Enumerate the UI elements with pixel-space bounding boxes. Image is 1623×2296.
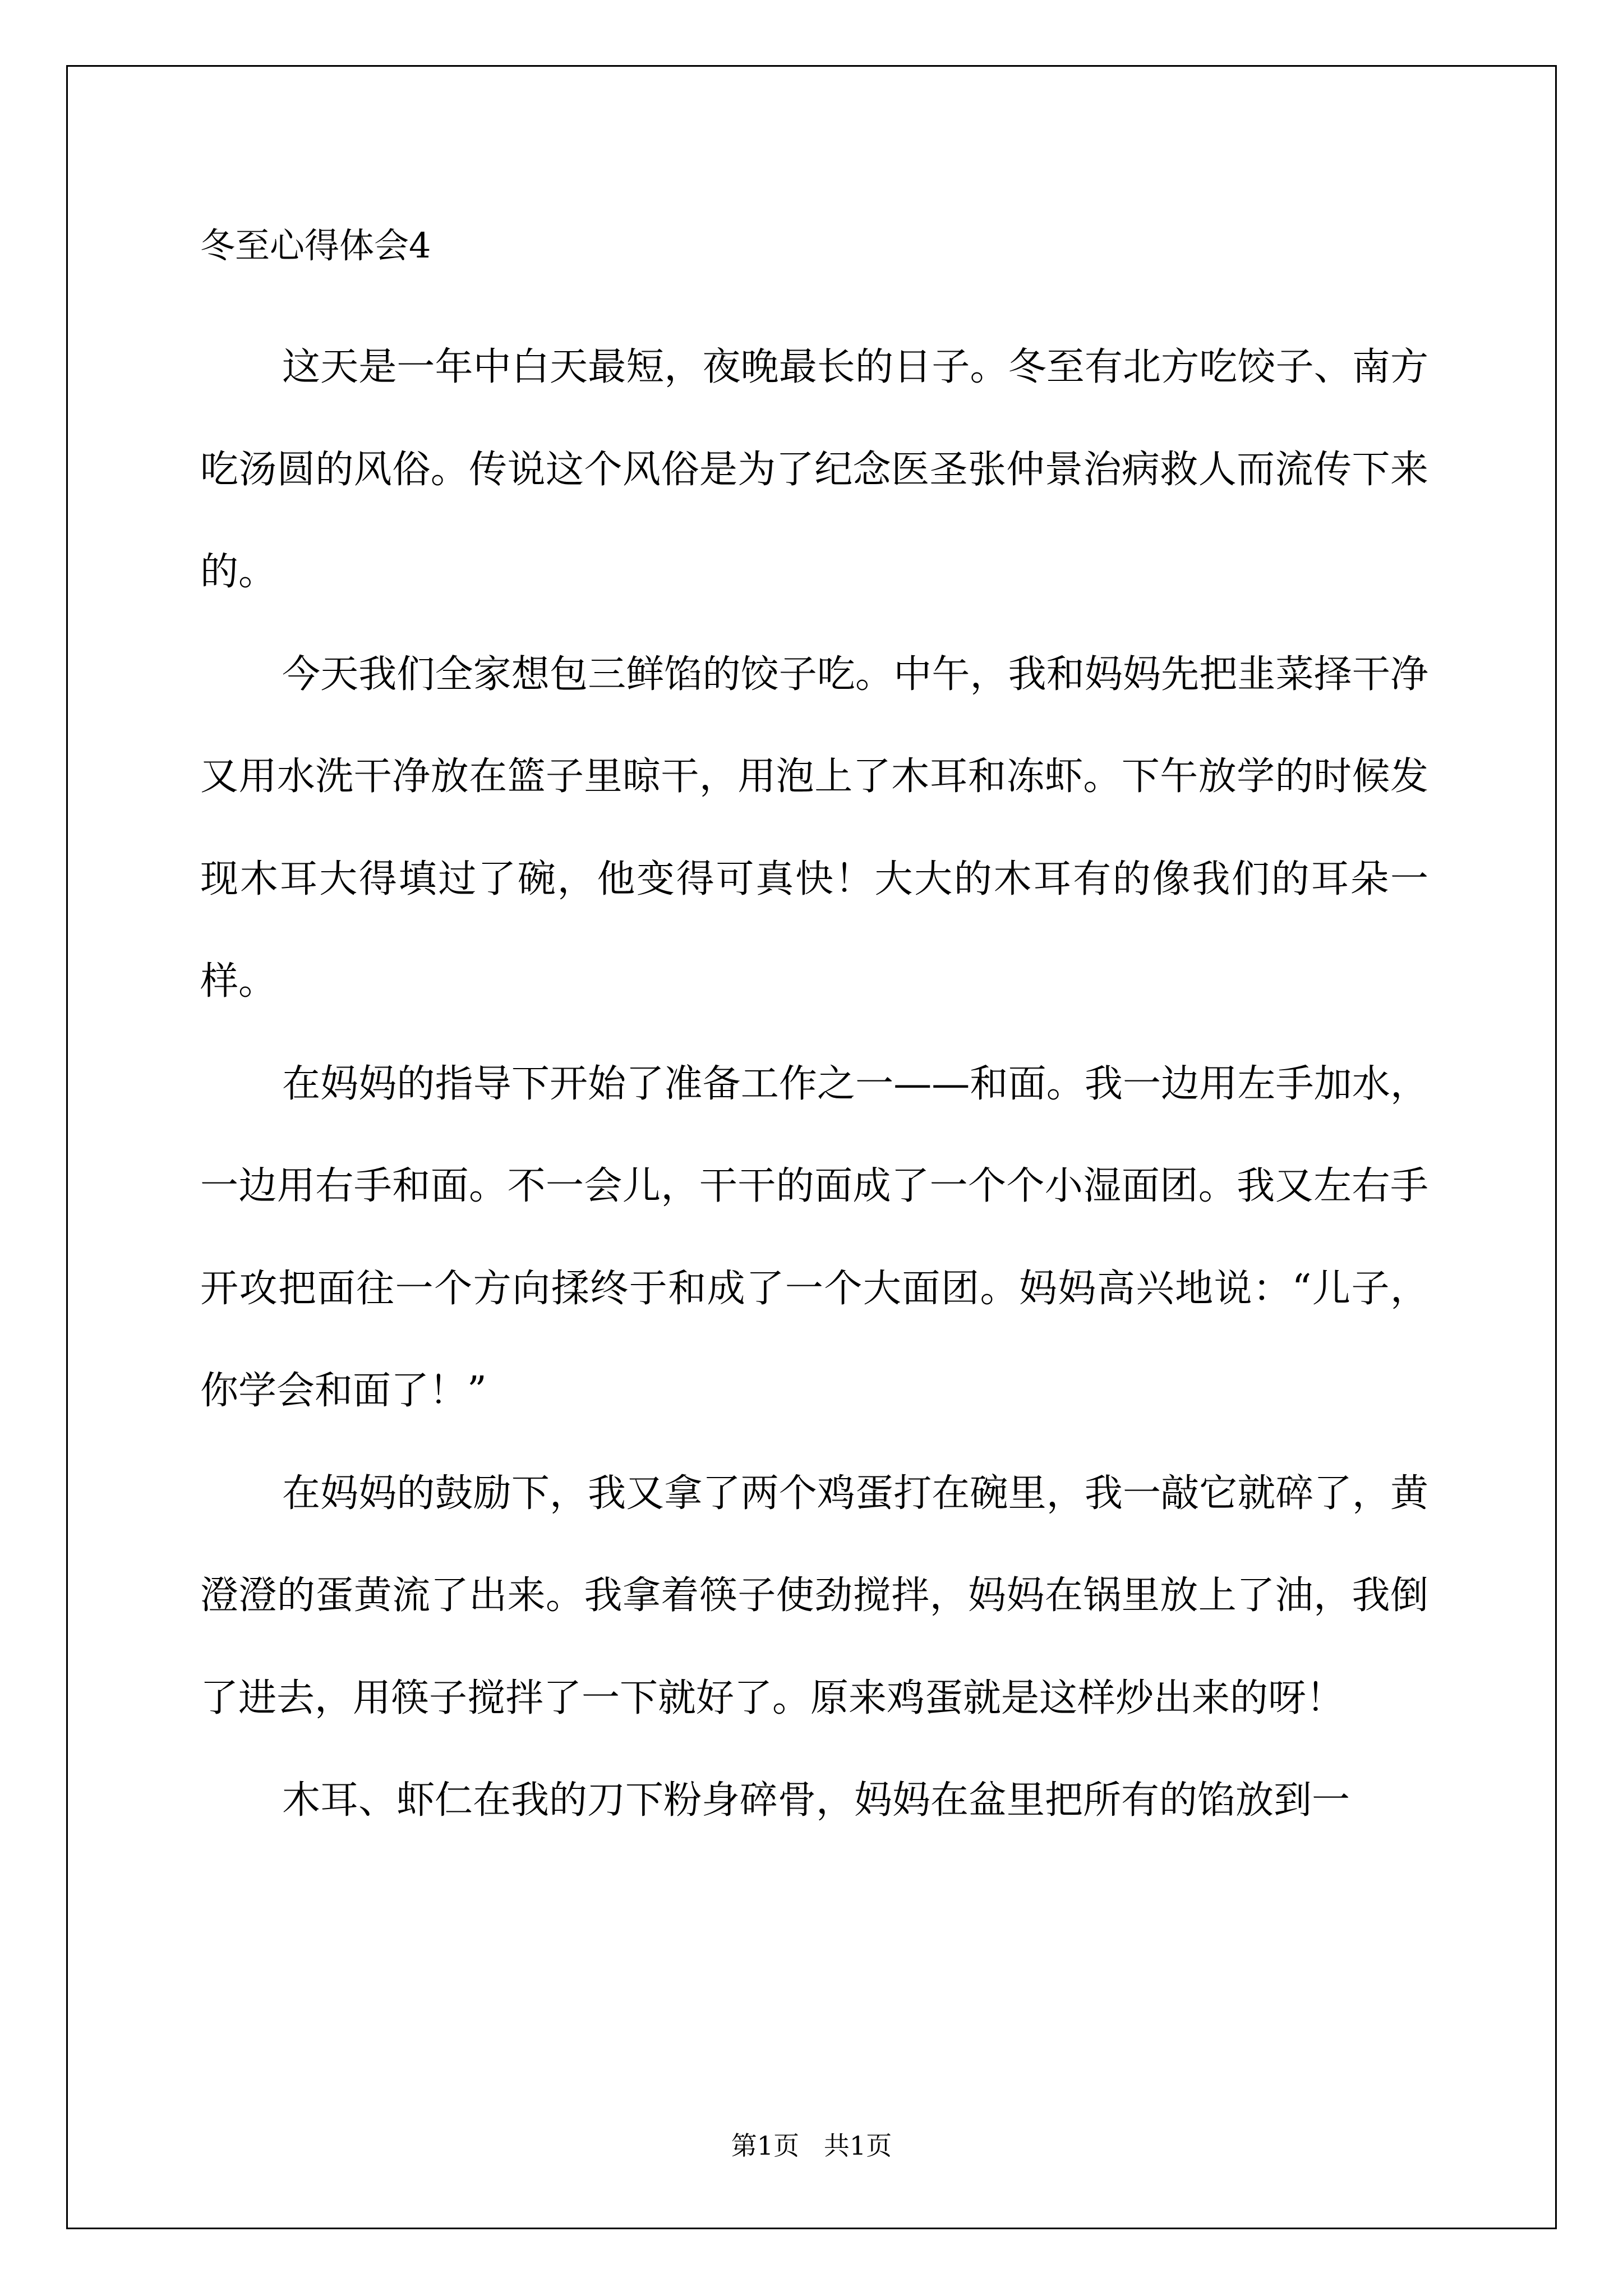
paragraph-1: 这天是一年中白天最短，夜晚最长的日子。冬至有北方吃饺子、南方吃汤圆的风俗。传说这个风俗是为了纪念医圣张仲景治病救人而流传下来的。 [200,345,1428,594]
document-body [200,219,1428,1852]
paragraph-4: 在妈妈的鼓励下，我又拿了两个鸡蛋打在碗里，我一敲它就碎了，黄澄澄的蛋黄流了出来。我拿着筷子使劲搅拌，妈妈在锅里放上了油，我倒了进去，用筷子搅拌了一下就好了。原来鸡蛋就是这样炒出来的呀！ [200,1471,1428,1720]
page-footer: 第1页 共1页 [731,2131,892,2161]
document-title: 冬至心得体会4 [200,225,431,266]
paragraph-5: 木耳、虾仁在我的刀下粉身碎骨，妈妈在盆里把所有的馅放到一 [282,1778,1350,1823]
paragraph-2: 今天我们全家想包三鲜馅的饺子吃。中午，我和妈妈先把韭菜择干净又用水洗干净放在篮子里晾干，用泡上了木耳和冻虾。下午放学的时候发现木耳大得填过了碗，他变得可真快！大大的木耳有的像我们的耳朵一样。 [200,652,1428,1004]
paragraph-3: 在妈妈的指导下开始了准备工作之一——和面。我一边用左手加水，一边用右手和面。不一会儿，干干的面成了一个个小湿面团。我又左右手开攻把面往一个方向揉终于和成了一个大面团。妈妈高兴地说：“儿子，你学会和面了！” [200,1061,1428,1413]
